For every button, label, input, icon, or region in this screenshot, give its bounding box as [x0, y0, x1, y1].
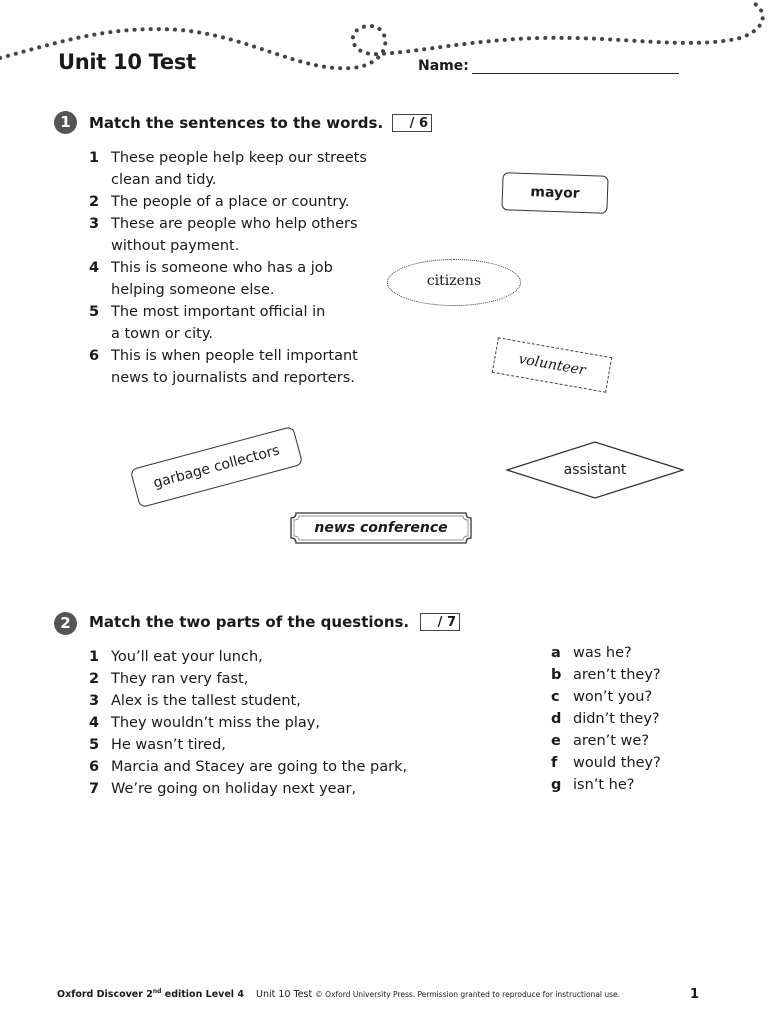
question-text-line: These are people who help others: [111, 216, 358, 232]
word-card-assistant: [506, 441, 684, 499]
question-text: Alex is the tallest student,: [111, 693, 301, 709]
name-label: Name:: [418, 58, 469, 74]
answer-letter: a: [551, 645, 561, 661]
answer-letter: b: [551, 667, 562, 683]
question-item: [89, 646, 407, 668]
question-item: [89, 213, 367, 257]
question-item: [89, 756, 407, 778]
answer-item: [551, 752, 661, 774]
question-number: 1: [89, 150, 100, 166]
answer-text: would they?: [573, 755, 661, 771]
answer-text: aren’t they?: [573, 667, 661, 683]
question-text: [111, 345, 358, 389]
question-item: [89, 301, 367, 345]
question-text-line: This is someone who has a job: [111, 260, 333, 276]
name-field[interactable]: [418, 58, 679, 74]
answer-letter: f: [551, 755, 558, 771]
question-number: 4: [89, 715, 100, 731]
question-text: They ran very fast,: [111, 671, 249, 687]
question-number: 4: [89, 260, 100, 276]
answer-text: aren’t we?: [573, 733, 650, 749]
name-line[interactable]: [472, 59, 679, 74]
answer-item: [551, 774, 661, 796]
section-2-question-list: [89, 646, 407, 800]
answer-text: won’t you?: [573, 689, 653, 705]
answer-text: isn’t he?: [573, 777, 635, 793]
answer-item: [551, 686, 661, 708]
question-text-line: The most important official in: [111, 304, 326, 320]
word-card-news-conference: [290, 512, 472, 544]
word-garbage-collectors: garbage collectors: [151, 442, 282, 492]
question-number: 5: [89, 737, 100, 753]
word-card-mayor: [501, 172, 608, 214]
question-item: [89, 778, 407, 800]
word-card-citizens: [387, 259, 521, 306]
question-text-line: news to journalists and reporters.: [111, 370, 355, 386]
question-number: 1: [89, 649, 100, 665]
question-text: They wouldn’t miss the play,: [111, 715, 320, 731]
question-item: [89, 712, 407, 734]
section-1-number: 1: [54, 111, 77, 134]
word-news-conference: news conference: [314, 520, 448, 536]
question-number: 3: [89, 693, 100, 709]
footer-unit: Unit 10 Test: [256, 989, 313, 1001]
question-text-line: a town or city.: [111, 326, 213, 342]
question-text-line: These people help keep our streets: [111, 150, 367, 166]
answer-item: [551, 642, 661, 664]
question-text: Marcia and Stacey are going to the park,: [111, 759, 408, 775]
answer-letter: e: [551, 733, 561, 749]
answer-item: [551, 730, 661, 752]
question-text-line: clean and tidy.: [111, 172, 217, 188]
word-card-volunteer: [492, 337, 612, 393]
section-2-heading: Match the two parts of the questions.: [89, 613, 410, 631]
question-item: [89, 668, 407, 690]
section-2-number: 2: [54, 612, 77, 635]
answer-item: [551, 708, 661, 730]
page-title: Unit 10 Test: [58, 50, 196, 74]
answer-letter: c: [551, 689, 560, 705]
section-1-score-box: / 6: [392, 114, 432, 132]
question-item: [89, 690, 407, 712]
question-text: We’re going on holiday next year,: [111, 781, 357, 797]
answer-text: was he?: [573, 645, 632, 661]
section-1-question-list: [89, 147, 367, 389]
question-item: [89, 257, 367, 301]
word-card-garbage-collectors: [130, 426, 304, 508]
question-text: You’ll eat your lunch,: [111, 649, 263, 665]
question-text: [111, 213, 358, 257]
question-text-line: helping someone else.: [111, 282, 275, 298]
question-number: 3: [89, 216, 100, 232]
footer-book-title: Oxford Discover 2: [57, 989, 153, 1001]
question-text: [111, 301, 325, 345]
question-number: 6: [89, 759, 100, 775]
question-number: 2: [89, 671, 100, 687]
section-1-heading: Match the sentences to the words.: [89, 114, 384, 132]
question-number: 7: [89, 781, 100, 797]
footer: [57, 988, 620, 1000]
question-text: He wasn’t tired,: [111, 737, 226, 753]
word-assistant: assistant: [563, 462, 627, 478]
question-text-line: without payment.: [111, 238, 240, 254]
question-text: [111, 257, 333, 301]
question-item: [89, 147, 367, 191]
decorative-dotted-border: [0, 0, 768, 90]
word-volunteer: volunteer: [517, 351, 587, 379]
footer-book-level: edition Level 4: [161, 989, 244, 1001]
question-item: [89, 734, 407, 756]
answer-text: didn’t they?: [573, 711, 660, 727]
footer-book-sup: nd: [152, 988, 162, 995]
question-number: 6: [89, 348, 100, 364]
page-number: 1: [690, 987, 700, 1002]
answer-item: [551, 664, 661, 686]
question-text-line: This is when people tell important: [111, 348, 358, 364]
question-item: [89, 191, 367, 213]
question-item: [89, 345, 367, 389]
word-mayor: mayor: [530, 184, 580, 202]
answer-letter: g: [551, 777, 562, 793]
question-text: [111, 147, 367, 191]
word-citizens: citizens: [426, 273, 482, 289]
question-text: [111, 191, 349, 213]
section-2-answer-list: [551, 642, 661, 796]
footer-copyright: © Oxford University Press. Permission granted to reproduce for instructional use.: [315, 990, 621, 1000]
question-number: 5: [89, 304, 100, 320]
section-2-score-box: / 7: [420, 613, 460, 631]
answer-letter: d: [551, 711, 562, 727]
question-text-line: The people of a place or country.: [111, 194, 350, 210]
question-number: 2: [89, 194, 100, 210]
